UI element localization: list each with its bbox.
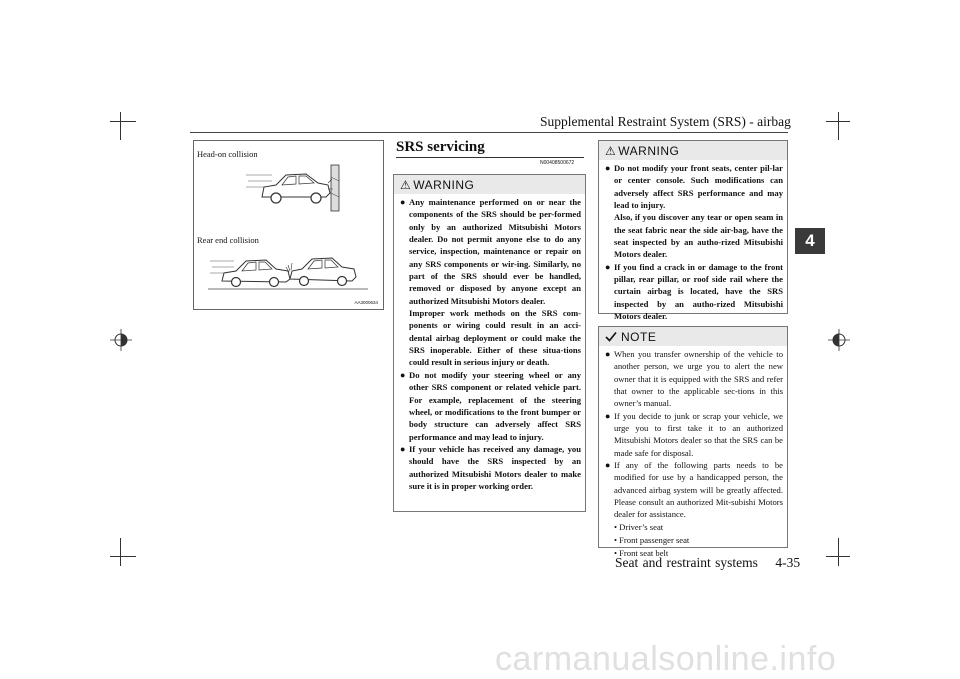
page-footer: Seat and restraint systems 4-35 <box>615 555 801 570</box>
warning-label: WARNING <box>618 143 680 158</box>
warning-triangle-icon: ⚠ <box>605 143 617 158</box>
warning-item-text: Any maintenance performed on or near the components of the SRS should be per-formed only by an authorized Mitsubishi Motors dealer. Do not permit anyone else to do any service, inspection, maintenance or repair on any SRS components or wir-ing. Similarly, no part of the SRS should ever be handled, removed or disposed by anyone except an authorized Mitsubishi Motors dealer. <box>409 197 581 306</box>
crop-mark <box>120 538 121 566</box>
note-item-text: If any of the following parts needs to be modified for use by a handicapped person, the advanced airbag system will be greatly affected. Please consult an authorized Mit-subishi Motors dealer for assistance. <box>614 460 783 520</box>
list-item <box>400 443 581 492</box>
crop-mark <box>826 121 850 122</box>
chapter-tab: 4 <box>795 228 825 254</box>
list-item <box>605 348 783 410</box>
crop-mark <box>838 112 839 140</box>
bullet-icon: ● <box>605 261 611 272</box>
list-item <box>605 459 783 521</box>
section-code: N00408500672 <box>540 160 575 166</box>
crop-mark <box>110 556 136 557</box>
list-item <box>400 369 581 443</box>
note-sub-item: • Driver’s seat <box>614 521 664 532</box>
head-on-collision-drawing <box>244 163 344 215</box>
note-sub-item: • Front seat belt <box>614 547 669 558</box>
crop-mark <box>110 121 136 122</box>
warning-item-extra: Also, if you discover any tear or open seam in the seat fabric near the side air-bag, have the seat inspected by an autho-rized Mitsubishi Motors dealer. <box>614 212 783 260</box>
list-item <box>605 410 783 459</box>
warning-item-extra: Improper work methods on the SRS com-ponents or wiring could result in an acci-dental airbag deployment or could make the SRS inoperable. Either of these situa-tions could result in serious injury or death. <box>409 308 581 368</box>
section-rule <box>396 157 584 158</box>
bullet-icon: ● <box>605 349 611 359</box>
rear-end-collision-drawing <box>208 251 368 293</box>
illustration-code: AA3000634 <box>354 300 378 305</box>
note-label: NOTE <box>621 329 657 344</box>
warning-item-text: Do not modify your front seats, center pil-lar or center console. Such modifications can adversely affect SRS performance and may lead to injury. <box>614 163 783 211</box>
header-rule <box>190 132 788 133</box>
bullet-icon: ● <box>605 410 611 421</box>
list-item <box>400 196 581 369</box>
crop-mark <box>838 538 839 566</box>
warning-item-text: If your vehicle has received any damage, you should have the SRS inspected by an authorized Mitsubishi Motors dealer to make sure it is in proper working order. <box>409 443 581 491</box>
bullet-icon: ● <box>400 197 406 207</box>
bullet-icon: ● <box>400 443 406 454</box>
checkmark-icon <box>605 331 617 342</box>
warning-box-right <box>598 140 788 322</box>
warning-header <box>599 141 787 160</box>
note-item-text: If you decide to junk or scrap your vehicle, we urge you to first take it to an authorized Mitsubishi Motors dealer so that the SRS can be made safe for disposal. <box>614 410 783 458</box>
note-box <box>598 326 788 558</box>
crop-mark <box>826 556 850 557</box>
note-header <box>599 327 787 346</box>
warning-triangle-icon: ⚠ <box>400 177 412 192</box>
bullet-icon: ● <box>605 460 611 471</box>
list-item <box>605 162 783 261</box>
warning-box-left <box>393 174 586 512</box>
warning-header <box>394 175 585 194</box>
crop-mark <box>120 112 121 140</box>
bullet-icon: ● <box>400 369 406 380</box>
section-title: SRS servicing <box>396 139 485 155</box>
registration-mark-left <box>110 329 132 351</box>
warning-item-text: Do not modify your steering wheel or any other SRS component or related vehicle part. For example, replacement of the steering wheel, or modifications to the front bumper or body structure can adversely affect SRS performance and may lead to injury. <box>409 369 581 442</box>
warning-item-text: If you find a crack in or damage to the front pillar, rear pillar, or roof side rail where the curtain airbag is located, have the SRS inspected by an autho-rized Mitsubishi Motors dealer. <box>614 261 783 322</box>
bullet-icon: ● <box>605 163 611 173</box>
page-header-title: Supplemental Restraint System (SRS) - airbag <box>540 114 791 129</box>
caption-rear-end: Rear end collision <box>197 235 259 245</box>
list-item <box>605 261 783 323</box>
note-sub-item: • Front passenger seat <box>614 534 690 545</box>
collision-illustration <box>193 140 384 310</box>
watermark: carmanualsonline.info <box>495 640 837 678</box>
caption-head-on: Head-on collision <box>197 149 258 159</box>
registration-mark-right <box>828 329 850 351</box>
warning-label: WARNING <box>413 177 475 192</box>
note-item-text: When you transfer ownership of the vehicle to another person, we urge you to alert the new owner that it is equipped with the SRS and refer that owner to the applicable sec-tions in this owner’s manual. <box>614 349 783 409</box>
